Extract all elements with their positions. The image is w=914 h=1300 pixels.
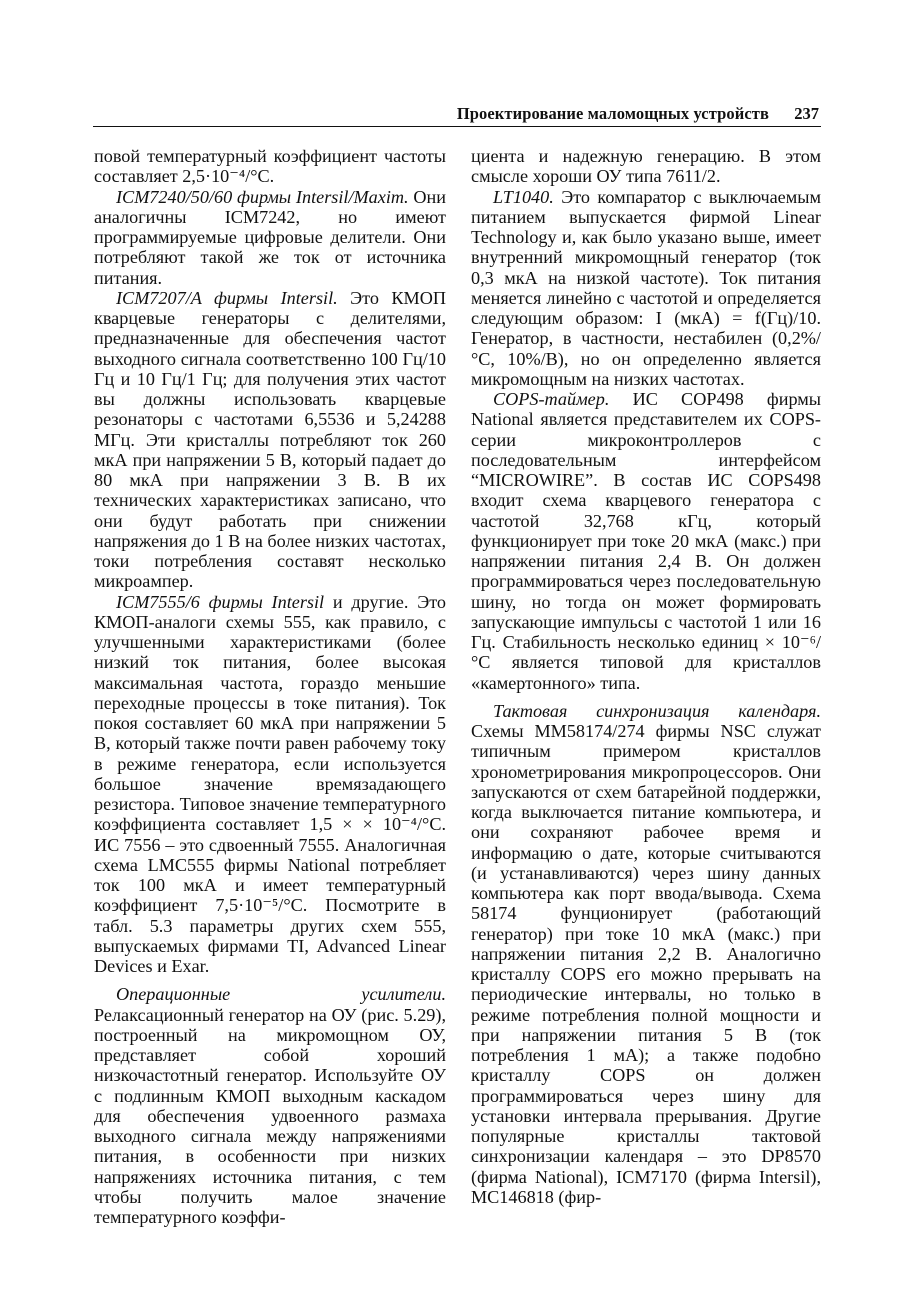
page-number: 237 xyxy=(794,104,819,123)
header-title: Проектирование маломощных устройств xyxy=(456,104,769,123)
running-header xyxy=(93,104,821,127)
right-column xyxy=(471,146,821,1207)
paragraph xyxy=(94,146,446,187)
paragraph-text: повой температурный коэффициент частоты составляет 2,5·10⁻⁴/°С. xyxy=(94,146,446,187)
paragraph xyxy=(94,592,446,977)
paragraph-lead: ICM7207/A фирмы Intersil. xyxy=(116,287,338,308)
paragraph xyxy=(471,187,821,390)
paragraph-lead: ICM7240/50/60 фирмы Intersil/Maxim. xyxy=(116,186,409,207)
paragraph-lead: ICM7555/6 фирмы Intersil xyxy=(116,591,325,612)
paragraph-text: и другие. Это КМОП-аналоги схемы 555, как правило, с улучшенными характеристиками (более низкий ток питания, более высокая максимальная частота, гораздо меньшие переходные процессы в токе питания). Ток покоя составляет 60 мкА при напряжении 5 В, который также почти равен рабочему току в режиме генератора, если используется большое значение времязадающего резистора. Типовое значение температурного коэффициента составляет 1,5 × × 10⁻⁴/°С. ИС 7556 – это сдвоенный 7555. Аналогичная схема LMC555 фирмы National потребляет ток 100 мкА и имеет температурный коэффициент 7,5·10⁻⁵/°С. Посмотрите в табл. 5.3 параметры других схем 555, выпускаемых фирмами TI, Advanced Linear Devices и Exar. xyxy=(94,591,447,976)
paragraph-text: Схемы MM58174/274 фирмы NSC служат типичным примером кристаллов хронометрирования микропроцессоров. Они запускаются от схем батарейной поддержки, когда выключается питание компьютера, и они сохраняют рабочее время и информацию о дате, которые считываются (и устанавливаются) через шину данных компьютера как порт ввода/вывода. Схема 58174 фунционирует (работающий генератор) при токе 10 мкА (макс.) при напряжении питания 2,2 В. Аналогично кристаллу COPS его можно прерывать на периодические интервалы, но только в режиме потребления полной мощности и при напряжении питания 5 В (ток потребления 1 мА); а также подобно кристаллу COPS он должен программироваться через шину для установки интервала прерывания. Другие популярные кристаллы тактовой синхронизации календаря – это DP8570 (фирма National), ICM7170 (фирма Intersil), MC146818 (фир- xyxy=(471,721,821,1207)
paragraph-lead: LT1040. xyxy=(493,186,554,207)
paragraph xyxy=(471,146,821,187)
paragraph xyxy=(94,984,446,1227)
paragraph-lead: Операционные усилители. xyxy=(116,984,446,1005)
paragraph xyxy=(94,187,446,288)
paragraph-text: циента и надежную генерацию. В этом смысле хороши ОУ типа 7611/2. xyxy=(471,146,821,187)
left-column xyxy=(94,146,446,1227)
paragraph-lead: Тактовая синхронизация календаря. xyxy=(493,700,821,721)
paragraph-lead: COPS-таймер. xyxy=(493,389,610,409)
paragraph-text: Это КМОП кварцевые генераторы с делителями, предназначенные для обеспечения частот выходного сигнала соответственно 100 Гц/10 Гц и 10 Гц/1 Гц; для получения этих частот вы должны использовать кварцевые резонаторы с частотами 6,5536 и 5,24288 МГц. Эти кристаллы потребляют ток 260 мкА при напряжении 5 В, который падает до 80 мкА при напряжении 3 В. В их технических характеристиках записано, что они будут работать при снижении напряжения до 1 В на более низких частотах, токи потребления составят несколько микроампер. xyxy=(94,287,446,592)
paragraph-text: Они аналогичны ICM7242, но имеют программируемые цифровые делители. Они потребляют такой же ток от источника питания. xyxy=(94,186,446,288)
paragraph xyxy=(471,389,821,693)
paragraph-text: Релаксационный генератор на ОУ (рис. 5.29), построенный на микромощном ОУ, представляет собой хороший низкочастотный генератор. Используйте ОУ с подлинным КМОП выходным каскадом для обеспечения удвоенного размаха выходного сигнала между напряжениями питания, в особенности при низких напряжениях источника питания, с тем чтобы получить малое значение температурного коэффи- xyxy=(94,1004,446,1227)
paragraph-text: Это компаратор с выключаемым питанием выпускается фирмой Linear Technology и, как было указано выше, имеет внутренний микромощный генератор (ток 0,3 мкА на низкой частоте). Ток питания меняется линейно с частотой и определяется следующим образом: I (мкА) = f(Гц)/10. Генератор, в частности, нестабилен (0,2%/°С, 10%/В), но он определенно является микромощным на низких частотах. xyxy=(471,186,821,389)
paragraph xyxy=(471,701,821,1207)
paragraph-text: ИС COP498 фирмы National является представителем их COPS-серии микроконтроллеров с последовательным интерфейсом “MICROWIRE”. В состав ИС COPS498 входит схема кварцевого генератора с частотой 32,768 кГц, который функционирует при токе 20 мкА (макс.) при напряжении питания 2,4 В. Он должен программироваться через последовательную шину, но тогда он может формировать запускающие импульсы с частотой 1 или 16 Гц. Стабильность несколько единиц × 10⁻⁶/°С является типовой для кристаллов «камертонного» типа. xyxy=(471,389,821,693)
paragraph xyxy=(94,288,446,592)
